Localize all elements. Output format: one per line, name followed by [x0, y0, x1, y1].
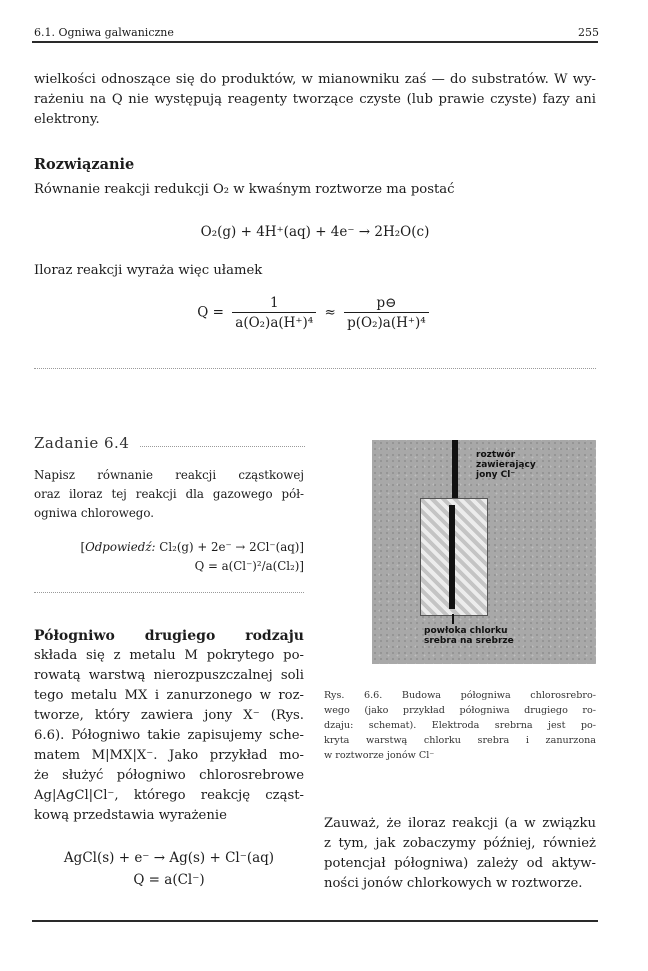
heading-word: Półogniwo	[34, 628, 115, 644]
fraction	[232, 295, 316, 331]
text-line: matem M|MX|X⁻. Jako przykład mo-	[34, 748, 304, 763]
silver-electrode	[449, 505, 455, 609]
text-line: Ag|AgCl|Cl⁻, którego reakcję cząst-	[34, 788, 304, 803]
numerator: 1	[232, 295, 316, 313]
text-line: rowatą warstwą nierozpuszczalnej soli	[34, 668, 304, 683]
text-line: rażeniu na Q nie występują reagenty tworzące czyste (lub prawie czyste) fazy ani	[34, 92, 596, 107]
text-line: kową przedstawia wyrażenie	[34, 808, 227, 823]
quotient-equation	[34, 295, 596, 331]
caption-line: w roztworze jonów Cl⁻	[324, 750, 435, 761]
text-line: elektrony.	[34, 112, 100, 127]
answer-line: Q = a(Cl⁻)²/a(Cl₂)]	[194, 559, 304, 573]
text-line: potencjał półogniwa) zależy od aktyw-	[324, 856, 596, 871]
task-title: Zadanie 6.4	[34, 434, 130, 452]
text-line: Napisz równanie reakcji cząstkowej	[34, 468, 304, 482]
approx-sign: ≈	[324, 304, 336, 321]
text-line: ności jonów chlorkowych w roztworze.	[324, 876, 583, 891]
section-divider	[34, 368, 596, 369]
label-line: powłoka chlorku	[424, 626, 508, 636]
text-line: że służyć półogniwo chlorosrebrowe	[34, 768, 304, 783]
caption-line: kryta warstwą chlorku srebra i zanurzona	[324, 735, 596, 746]
pointer-line	[452, 614, 454, 624]
header-rule	[32, 41, 598, 43]
reaction-equation: O₂(g) + 4H⁺(aq) + 4e⁻ → 2H₂O(c)	[200, 224, 430, 240]
text-line: składa się z metalu M pokrytego po-	[34, 648, 304, 663]
halfcell-figure	[372, 440, 596, 664]
caption-line: wego (jako przykład półogniwa drugiego ro-	[324, 705, 596, 716]
text-line: z tym, jak zobaczymy później, również	[324, 836, 596, 851]
label-coating	[424, 626, 514, 646]
denominator: p(O₂)a(H⁺)⁴	[347, 315, 426, 331]
running-header: 6.1. Ogniwa galwaniczne	[34, 26, 174, 39]
answer-line: [Odpowiedź: Cl₂(g) + 2e⁻ → 2Cl⁻(aq)]	[80, 540, 304, 554]
solution-heading: Rozwiązanie	[34, 156, 135, 173]
task-divider	[34, 592, 304, 593]
task-title-rule	[140, 446, 305, 447]
halfcell-paragraph	[34, 626, 304, 826]
heading-word: drugiego	[144, 628, 216, 644]
fraction	[344, 295, 429, 331]
caption-line: dzaju: schemat). Elektroda srebrna jest po-	[324, 720, 596, 731]
label-line: srebra na srebrze	[424, 636, 514, 646]
denominator: a(O₂)a(H⁺)⁴	[235, 315, 314, 331]
solution-line: Iloraz reakcji wyraża więc ułamek	[34, 263, 263, 278]
figure-caption	[324, 688, 596, 763]
task-answer	[34, 538, 304, 576]
agcl-coating	[420, 498, 488, 616]
text-line: Zauważ, że iloraz reakcji (a w związku	[324, 816, 596, 831]
electrode-wire	[452, 440, 458, 506]
halfcell-heading	[34, 626, 304, 646]
label-line: roztwór	[476, 450, 516, 460]
task-text	[34, 466, 304, 523]
halfcell-quotient: Q = a(Cl⁻)	[133, 872, 205, 888]
right-paragraph	[324, 814, 596, 894]
intro-paragraph	[34, 70, 596, 130]
q-lhs: Q =	[197, 304, 224, 321]
footer-rule	[32, 920, 598, 922]
text-line: tworze, który zawiera jony X⁻ (Rys.	[34, 708, 304, 723]
text-line: wielkości odnoszące się do produktów, w mianowniku zaś — do substratów. W wy-	[34, 72, 596, 87]
text-line: tego metalu MX i zanurzonego w roz-	[34, 688, 304, 703]
page-number: 255	[578, 26, 599, 39]
label-line: jony Cl⁻	[476, 470, 516, 480]
text-line: oraz iloraz tej reakcji dla gazowego pół-	[34, 487, 304, 501]
text-line: ogniwa chlorowego.	[34, 506, 155, 520]
solution-line: Równanie reakcji redukcji O₂ w kwaśnym roztworze ma postać	[34, 182, 455, 197]
label-solution	[476, 450, 536, 480]
halfcell-equation: AgCl(s) + e⁻ → Ag(s) + Cl⁻(aq)	[63, 850, 275, 866]
caption-line: Rys. 6.6. Budowa półogniwa chlorosrebro-	[324, 690, 596, 701]
label-line: zawierający	[476, 460, 536, 470]
answer-label: Odpowiedź:	[85, 540, 156, 554]
text-line: 6.6). Półogniwo takie zapisujemy sche-	[34, 728, 304, 743]
answer-equation: Cl₂(g) + 2e⁻ → 2Cl⁻(aq)]	[159, 540, 304, 554]
numerator: p⊖	[344, 295, 429, 313]
heading-word: rodzaju	[245, 628, 304, 644]
